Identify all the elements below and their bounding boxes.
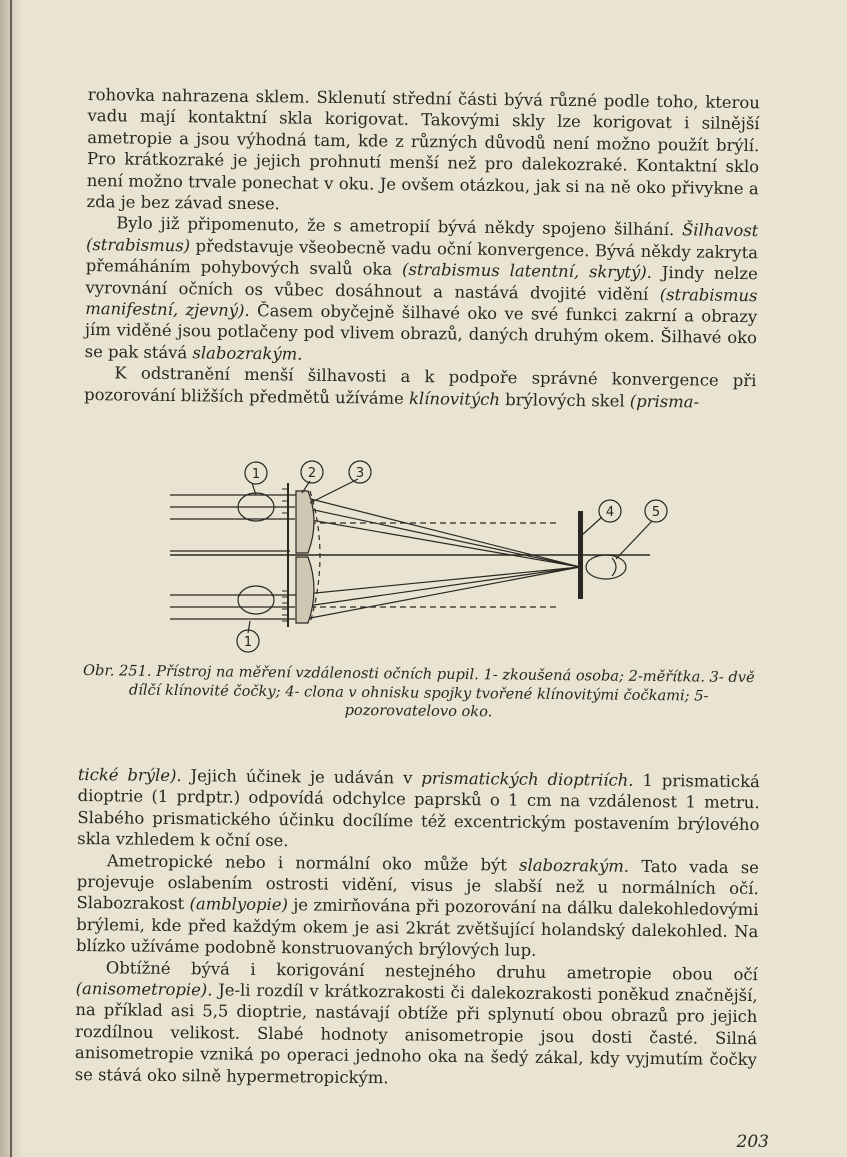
- figure-label: 1: [251, 467, 261, 482]
- text-run: Obtížné bývá i korigování nestejného druhu ametropie obou očí: [105, 957, 758, 984]
- text-run: rohovka nahrazena sklem. Sklenutí střední části bývá různé podle toho, kterou vadu mají kontaktní skla korigovat. Takovými skly lze korigovat i silnější ametropie a jsou výhodná tam, kde z různých důvodů není možno použít brýlí. Pro krátkozraké je jejich prohnutí menší než pro dalekozraké. Kontaktní sklo není možno trvale ponechat v oku. Je ovšem otázkou, jak si na ně oko přivykne a zda je bez závad snese.: [86, 84, 760, 214]
- text-run: představuje všeobecně vadu oční konvergence. Bývá někdy zakryta přemáháním pohybových svalů oka: [85, 236, 759, 280]
- text-run: Jejich účinek je udáván v: [181, 766, 422, 788]
- italic-term: slabozrakým.: [192, 343, 303, 364]
- figure-label: 3: [355, 466, 365, 481]
- italic-term: klínovitých: [408, 388, 501, 409]
- paragraph: [75, 957, 758, 1093]
- pupil-distance-diagram: [160, 455, 680, 655]
- text-run: 1 prismatická dioptrie (1 prdptr.) odpovídá odchylce paprsků o 1 cm na vzdálenost 1 metru. Slabého prismatického účinku docílíme též excentrickým postavením brýlového skla vzhledem k oční ose.: [77, 770, 760, 851]
- paragraph: [84, 362, 756, 413]
- body-text-bottom: [75, 764, 760, 1092]
- page-number: 203: [736, 1132, 769, 1152]
- text-run: Jindy nelze vyrovnání očních os vůbec dosáhnout a nastává dvojité vidění: [85, 263, 758, 304]
- italic-term: (anisometropie).: [75, 979, 213, 1000]
- eye-observer: [586, 555, 626, 579]
- italic-term: slabozrakým.: [519, 855, 630, 876]
- text-run: K odstranění menší šilhavosti a k podpoře správné konvergence při pozorování bližších předmětů užíváme: [84, 363, 757, 408]
- ray-line: [300, 567, 580, 607]
- text-run: Ametropické nebo i normální oko může být: [106, 850, 520, 875]
- ray-line: [300, 507, 580, 567]
- body-text-top: [84, 84, 760, 413]
- text-run: brýlových skel: [499, 389, 630, 411]
- ray-line: [295, 495, 580, 567]
- paragraph: [86, 84, 760, 221]
- figure-label: 4: [605, 505, 615, 520]
- ray-line: [295, 567, 580, 595]
- text-run: je zmirňována při pozorování na dálku dalekohledovými brýlemi, kde před každým okem je asi 2krát zvětšující holandský dalekohled. Na blízko užíváme podobně konstruovaných brýlových lup.: [75, 895, 759, 961]
- italic-term: (strabismus latentní, skrytý).: [401, 260, 653, 283]
- italic-term: (prisma-: [629, 391, 700, 412]
- ray-line: [305, 519, 580, 567]
- eye-tested-bottom: [238, 586, 274, 614]
- figure-label: 2: [307, 466, 317, 481]
- paragraph: [77, 764, 760, 857]
- ray-line: [305, 567, 580, 619]
- italic-term: (strabismus manifestní, zjevný).: [85, 284, 758, 321]
- figure-caption: Obr. 251. Přístroj na měření vzdálenosti očních pupil. 1- zkoušená osoba; 2-měřítka. 3- dvě dílčí klínovité čočky; 4- clona v ohnisku spojky tvořené klínovitými čočkami; 5- pozorovatelovo oko.: [83, 662, 755, 721]
- text-run: Bylo již připomenuto, že s ametropií bývá někdy spojeno šilhání.: [116, 213, 683, 240]
- italic-term: (amblyopie): [189, 894, 289, 915]
- binding-line: [10, 0, 12, 1157]
- figure-label: 1: [243, 635, 253, 650]
- italic-term: Šilhavost (strabismus): [85, 220, 759, 256]
- text-run: Časem obyčejně šilhavé oko ve své funkci zakrní a obrazy jím viděné jsou potlačeny pod vlivem obrazů, daných druhým okem. Šilhavé oko se pak stává: [84, 301, 758, 363]
- wedge-lens-top: [296, 491, 314, 553]
- text-run: Tato vada se projevuje oslabením ostrosti vidění, visus je slabší než u normálních očí. Slabozrakost: [76, 856, 760, 914]
- paragraph: [85, 212, 759, 370]
- diaphragm: [578, 511, 583, 599]
- figure-label: 5: [651, 505, 661, 520]
- paragraph: [76, 850, 759, 964]
- text-run: Je-li rozdíl v krátkozrakosti či dalekozrakosti poněkud značnější, na příklad asi 5,5 dioptrie, nastávají obtíže při splynutí obou obrazů pro jejich rozdílnou velikost. Slabé hodnoty anisometropie jsou dosti časté. Silná anisometropie vzniká po operaci jednoho oka na šedý zákal, kdy vyjmutím čočky se stává oko silně hypermetropickým.: [74, 980, 758, 1087]
- wedge-lens-bottom: [296, 557, 314, 623]
- italic-term: tické brýle).: [77, 764, 182, 786]
- italic-term: prismatických dioptriích.: [421, 768, 634, 790]
